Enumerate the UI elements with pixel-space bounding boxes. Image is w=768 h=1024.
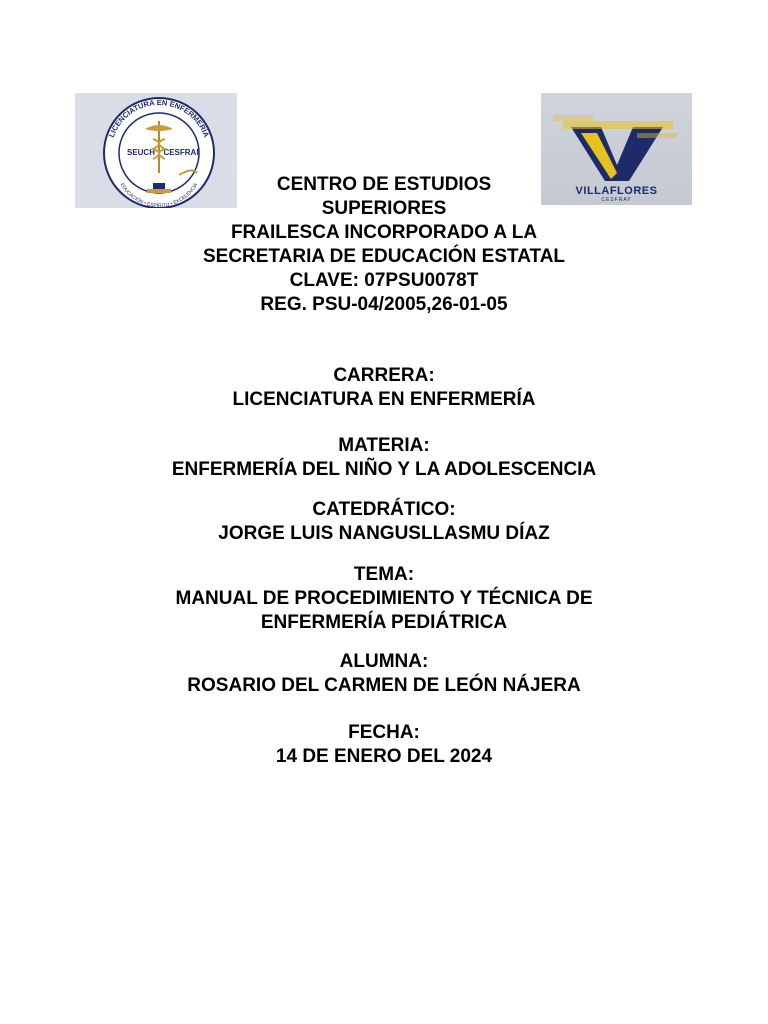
catedratico-value: JORGE LUIS NANGUSLLASMU DÍAZ [218,523,550,544]
seal-left-label: SEUCH [126,148,156,157]
carrera-label: CARRERA: [333,365,435,386]
fecha-label: FECHA: [348,722,420,743]
seal-arc-text: LICENCIATURA EN ENFERMERÍA [106,97,212,139]
institution-line-1: CENTRO DE ESTUDIOS [276,174,492,195]
seal-right-label: CESFRAI [163,148,199,157]
seal-bottom-text: EDUCACIÓN • ESPÍRITU • EXCELENCIA [118,182,200,208]
institution-clave: CLAVE: 07PSU0078T [289,270,479,291]
institution-reg: REG. PSU-04/2005,26-01-05 [260,294,508,315]
institution-line-2: SUPERIORES [321,198,447,219]
institution-line-3: FRAILESCA INCORPORADO A LA [230,222,538,243]
materia-value: ENFERMERÍA DEL NIÑO Y LA ADOLESCENCIA [171,459,597,480]
carrera-value: LICENCIATURA EN ENFERMERÍA [232,389,536,410]
institution-line-4: SECRETARIA DE EDUCACIÓN ESTATAL [202,246,566,267]
tema-value-line-1: MANUAL DE PROCEDIMIENTO Y TÉCNICA DE [175,588,593,609]
alumna-label: ALUMNA: [339,651,429,672]
tema-value-line-2: ENFERMERÍA PEDIÁTRICA [260,612,508,633]
catedratico-label: CATEDRÁTICO: [312,499,456,520]
villaflores-subtext: CESFRAY [601,197,632,203]
villaflores-wordmark: VILLAFLORES [575,185,658,197]
villaflores-v-logo-icon [541,93,692,183]
alumna-value: ROSARIO DEL CARMEN DE LEÓN NÁJERA [187,675,581,696]
fecha-value: 14 DE ENERO DEL 2024 [275,746,493,767]
tema-label: TEMA: [353,564,415,585]
materia-label: MATERIA: [338,435,430,456]
